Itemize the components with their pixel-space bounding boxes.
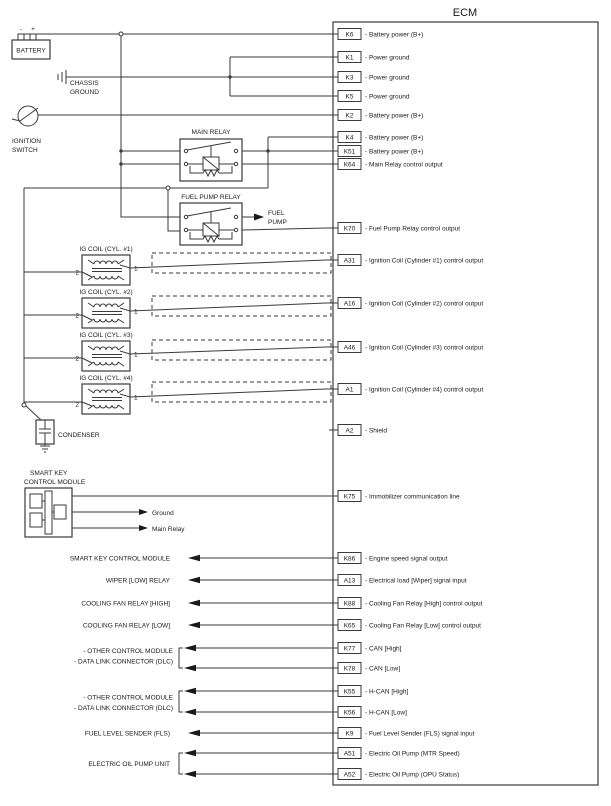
pin-code: K56 <box>343 709 356 717</box>
ig-coil-body <box>82 255 130 285</box>
fuel-pump-label1: FUEL <box>268 210 285 217</box>
ig-coil-label: IG COIL (CYL. #4) <box>79 375 133 382</box>
ignition-switch-label2: SWITCH <box>12 147 38 154</box>
battery-minus-sign: - <box>19 26 23 33</box>
chassis-ground-label1: CHASSIS <box>70 80 99 87</box>
target-dlc1-line1: - OTHER CONTROL MODULE <box>83 648 173 655</box>
target-fan-relay-high: COOLING FAN RELAY [HIGH] <box>81 600 170 608</box>
pin-code: A46 <box>343 344 356 352</box>
ground-symbol-icon <box>58 70 66 84</box>
pin-code: K5 <box>345 93 354 101</box>
arrow-hcan-high <box>184 688 196 694</box>
pin-label: - Battery power (B+) <box>365 134 424 142</box>
smart-key-control-module <box>24 470 185 537</box>
ig-coil-label: IG COIL (CYL. #2) <box>79 289 133 296</box>
pin-label: - Ignition Coil (Cylinder #3) control output <box>365 344 484 352</box>
pin-label: - Power ground <box>365 74 410 82</box>
arrow-smart-key <box>188 555 200 561</box>
target-dlc2-line2: - DATA LINK CONNECTOR (DLC) <box>74 705 173 712</box>
relay-pin <box>184 162 187 165</box>
target-fls: FUEL LEVEL SENDER (FLS) <box>84 730 170 738</box>
junction-dot <box>228 75 231 78</box>
pin-code: K65 <box>343 622 356 630</box>
ignition-switch-label1: IGNITION <box>12 138 41 145</box>
wire-fp-relay-coil-feed <box>168 190 180 231</box>
ignition-switch-icon <box>18 106 38 126</box>
ig-coil-pin1: 1 <box>134 351 138 359</box>
pin-label: - Ignition Coil (Cylinder #1) control output <box>365 257 484 265</box>
battery-label: BATTERY <box>16 47 46 55</box>
wire-main-bus <box>121 36 180 217</box>
wire-main-relay-outputs <box>242 137 326 188</box>
pin-label: - H-CAN [Low] <box>365 709 407 717</box>
skm-block <box>30 494 42 508</box>
junction-dot <box>266 149 269 152</box>
fuel-pump-relay-label: FUEL PUMP RELAY <box>181 194 241 201</box>
pin-label: - Cooling Fan Relay [Low] control output <box>365 622 481 630</box>
pin-label: - Fuel Pump Relay control output <box>365 225 461 233</box>
fuel-pump-relay <box>180 194 287 245</box>
pin-code: A2 <box>345 427 354 435</box>
relay-pin <box>234 149 237 152</box>
ig-coil-pin2: 2 <box>75 355 79 363</box>
wire-fp-k70 <box>242 228 326 230</box>
pin-label: - Engine speed signal output <box>365 555 448 563</box>
arrow-oil-pump-a52 <box>184 771 196 777</box>
condenser-label: CONDENSER <box>58 432 100 439</box>
ig-coil-pin2: 2 <box>75 401 79 409</box>
arrow-can-low <box>184 665 196 671</box>
pin-code: K2 <box>345 112 354 120</box>
chassis-ground <box>58 70 99 96</box>
pin-code: K9 <box>345 730 354 738</box>
pin-label: - Battery power (B+) <box>365 31 424 39</box>
skm-main-relay-label: Main Relay <box>152 526 185 533</box>
ig-coil-pin1: 1 <box>134 308 138 316</box>
pin-label: - Battery power (B+) <box>365 148 424 156</box>
ig-coil-label: IG COIL (CYL. #1) <box>79 246 133 253</box>
pin-code: K1 <box>345 54 354 62</box>
wire-ground-k1-k3-k5 <box>66 57 326 96</box>
relay-pin <box>234 228 237 231</box>
battery-plus-sign: + <box>31 26 35 33</box>
pin-label: - Ignition Coil (Cylinder #4) control output <box>365 386 484 394</box>
pin-label: - Battery power (B+) <box>365 112 424 120</box>
relay-pin <box>234 215 237 218</box>
pin-label: - Power ground <box>365 54 410 62</box>
skm-block <box>54 505 66 519</box>
pin-code: K51 <box>343 148 356 156</box>
pin-label: - Electrical load [Wiper] signal input <box>365 577 467 585</box>
pin-code: A1 <box>345 386 354 394</box>
arrow-fls <box>188 730 200 736</box>
pin-code: K55 <box>343 688 356 696</box>
ig-coil-body <box>82 341 130 371</box>
chassis-ground-label2: GROUND <box>70 89 99 96</box>
pin-code: K3 <box>345 74 354 82</box>
ignition-coil-3 <box>75 332 138 371</box>
ig-coil-label: IG COIL (CYL. #3) <box>79 332 133 339</box>
pin-code: K70 <box>343 225 356 233</box>
wire-condenser <box>26 406 41 420</box>
pin-code: A13 <box>343 577 356 585</box>
ecm-title: ECM <box>452 7 478 19</box>
ig-coil-pin2: 2 <box>75 312 79 320</box>
battery-terminal <box>30 34 36 40</box>
skm-label2: CONTROL MODULE <box>24 479 86 486</box>
ignition-switch <box>12 106 41 154</box>
pin-label: - Main Relay control output <box>365 161 443 169</box>
ignition-coil-4 <box>75 375 138 414</box>
ig-coil-pin1: 1 <box>134 394 138 402</box>
pin-label: - Power ground <box>365 93 410 101</box>
battery <box>12 26 50 59</box>
pin-label: - Shield <box>365 427 388 435</box>
arrow-fan-low <box>188 622 200 628</box>
pin-label: - H-CAN [High] <box>365 688 409 696</box>
target-fan-relay-low: COOLING FAN RELAY [LOW] <box>82 622 170 630</box>
pin-label: - CAN [Low] <box>365 665 401 673</box>
wire-bottom-singles <box>200 558 326 733</box>
main-relay-label: MAIN RELAY <box>191 129 231 136</box>
pin-code: K64 <box>343 161 356 169</box>
pin-code: A31 <box>343 257 356 265</box>
bracket-oil-pump <box>179 753 183 774</box>
battery-terminal <box>18 34 24 40</box>
ig-coil-pin1: 1 <box>134 265 138 273</box>
pin-code: A16 <box>343 300 356 308</box>
wire-main-relay-feeds <box>121 151 180 164</box>
arrow-skm-ground <box>139 509 148 515</box>
pin-label: - Immobilizer communication line <box>365 493 460 501</box>
pin-label: - Electric Oil Pump (OPU Status) <box>365 771 460 779</box>
external-target-labels <box>70 556 174 769</box>
pin-code: A51 <box>343 750 356 758</box>
junction-dot <box>119 149 122 152</box>
pin-label: - Electric Oil Pump (MTR Speed) <box>365 750 460 758</box>
target-wiper-relay: WIPER [LOW] RELAY <box>105 577 170 585</box>
relay-pin <box>234 162 237 165</box>
relay-pin <box>184 228 187 231</box>
wire-bottom-pairs <box>196 648 326 774</box>
pin-code: A52 <box>343 771 356 779</box>
pin-code: K6 <box>345 31 354 39</box>
wires <box>20 32 326 774</box>
pin-code: K86 <box>343 555 356 563</box>
arrow-hcan-low <box>184 709 196 715</box>
junction-circle <box>166 186 170 190</box>
skm-label1: SMART KEY <box>30 470 68 477</box>
condenser <box>36 420 100 452</box>
arrow-oil-pump-a51 <box>184 750 196 756</box>
shield-dashed-boxes <box>152 253 331 402</box>
bracket-hcan <box>179 691 183 712</box>
arrow-fan-high <box>188 600 200 606</box>
target-oil-pump-unit: ELECTRIC OIL PUMP UNIT <box>88 761 170 768</box>
pin-code: K77 <box>343 645 356 653</box>
pin-label: - Fuel Level Sender (FLS) signal input <box>365 730 475 738</box>
wire-coil-pin1-outputs <box>130 260 326 397</box>
ig-coil-body <box>82 298 130 328</box>
ig-coil-body <box>82 384 130 414</box>
bracket-can <box>179 648 183 668</box>
arrowheads <box>139 214 264 778</box>
wire-coil-pin2-feeds <box>24 269 82 402</box>
skm-connector-bar <box>45 491 52 534</box>
arrow-skm-main-relay <box>139 525 148 531</box>
arrow-fuel-pump <box>254 214 264 221</box>
arrow-wiper <box>188 577 200 583</box>
relay-pin <box>184 149 187 152</box>
pin-code: K75 <box>343 493 356 501</box>
pin-label: - Cooling Fan Relay [High] control output <box>365 600 483 608</box>
pin-label: - Ignition Coil (Cylinder #2) control output <box>365 300 484 308</box>
fuel-pump-label2: PUMP <box>268 219 287 226</box>
ignition-coil-1 <box>75 246 138 285</box>
target-smart-key: SMART KEY CONTROL MODULE <box>69 555 170 563</box>
junction-circle <box>22 403 26 407</box>
ignition-coil-2 <box>75 289 138 328</box>
skm-block <box>30 513 42 527</box>
relay-pin <box>184 215 187 218</box>
target-dlc2-line1: - OTHER CONTROL MODULE <box>83 694 173 702</box>
junction-dot <box>119 162 122 165</box>
arrow-can-high <box>184 645 196 651</box>
pin-code: K4 <box>345 134 354 142</box>
ig-coil-pin2: 2 <box>75 269 79 277</box>
pin-label: - CAN [High] <box>365 645 402 653</box>
skm-ground-label: Ground <box>152 510 174 517</box>
target-dlc1-line2: - DATA LINK CONNECTOR (DLC) <box>74 658 173 666</box>
junction-circle <box>119 32 123 36</box>
pin-code: K88 <box>343 600 356 608</box>
main-relay <box>180 129 242 181</box>
pin-code: K78 <box>343 665 356 673</box>
